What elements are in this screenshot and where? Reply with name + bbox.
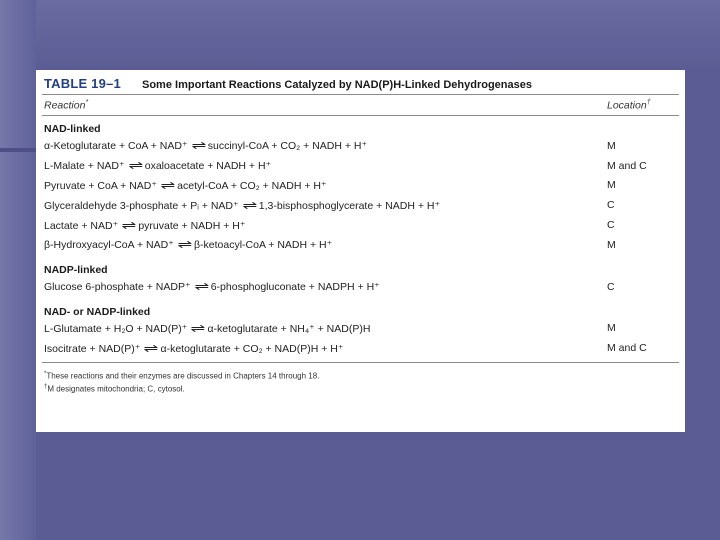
location-cell: M [607,238,616,251]
reaction-cell [44,219,245,232]
products: oxaloacetate + NADH + H⁺ [144,160,272,173]
reactants: Isocitrate + NAD(P)⁺ [44,342,141,355]
reaction-cell [44,322,370,335]
products: 6-phosphogluconate + NADPH + H⁺ [210,281,380,294]
group-heading: NADP-linked [44,263,108,276]
reactants: Lactate + NAD⁺ [44,219,119,232]
table-row [42,195,679,215]
reaction-cell [44,139,367,152]
equilibrium-arrow-icon: ⇌ [121,219,135,232]
equilibrium-arrow-icon: ⇌ [143,342,157,355]
equilibrium-arrow-icon: ⇌ [128,160,142,173]
equilibrium-arrow-icon: ⇌ [177,239,191,252]
footnote-1: *These reactions and their enzymes are discussed in Chapters 14 through 18. [44,371,320,381]
location-cell: C [607,280,615,293]
products: α-ketoglutarate + NH₄⁺ + NAD(P)H [207,322,371,335]
table-body [42,119,679,358]
location-cell: M [607,139,616,152]
reaction-cell [44,238,332,251]
footnotes [42,363,679,394]
column-header-reaction: Reaction* [44,98,89,112]
reaction-cell [44,280,380,293]
reactants: L-Glutamate + H₂O + NAD(P)⁺ [44,322,188,335]
table-panel [36,70,685,432]
reaction-cell [44,179,327,192]
equilibrium-arrow-icon: ⇌ [190,322,204,335]
reactants: Glyceraldehyde 3-phosphate + Pᵢ + NAD⁺ [44,199,239,212]
group-heading: NAD-linked [44,123,101,135]
group-heading: NAD- or NADP-linked [44,305,151,318]
products: succinyl-CoA + CO₂ + NADH + H⁺ [207,140,368,153]
table-row [42,338,679,358]
reaction-cell [44,199,440,212]
table-heading [42,70,679,94]
table-row [42,235,679,255]
products: pyruvate + NADH + H⁺ [138,219,246,232]
location-cell: C [607,219,615,232]
location-cell: M and C [607,159,647,172]
table-row [42,215,679,235]
products: β-ketoacyl-CoA + NADH + H⁺ [193,239,333,252]
table-row [42,319,679,339]
reactants: α-Ketoglutarate + CoA + NAD⁺ [44,140,188,153]
products: acetyl-CoA + CO₂ + NADH + H⁺ [177,179,327,192]
equilibrium-arrow-icon: ⇌ [194,281,208,294]
table-number: TABLE 19–1 [44,76,121,91]
reaction-cell [44,159,271,172]
equilibrium-arrow-icon: ⇌ [242,199,256,212]
column-headers [42,95,679,115]
table-title: Some Important Reactions Catalyzed by NAD(P)H-Linked Dehydrogenases [142,79,532,91]
table-row [42,176,679,196]
background-left-gradient [0,0,36,540]
background-top-gradient [0,0,720,70]
footnote-2: †M designates mitochondria; C, cytosol. [44,383,185,394]
header-rule [42,115,679,116]
column-header-location: Location† [607,98,651,112]
products: α-ketoglutarate + CO₂ + NAD(P)H + H⁺ [160,342,344,355]
location-cell: C [607,199,615,212]
reactants: Pyruvate + CoA + NAD⁺ [44,179,157,192]
location-cell: M [607,322,616,335]
equilibrium-arrow-icon: ⇌ [191,140,205,153]
products: 1,3-bisphosphoglycerate + NADH + H⁺ [258,199,440,212]
location-cell: M and C [607,342,647,355]
reactants: Glucose 6-phosphate + NADP⁺ [44,281,191,294]
reactants: β-Hydroxyacyl-CoA + NAD⁺ [44,239,174,252]
table-row [42,156,679,176]
table-row [42,277,679,297]
reactants: L-Malate + NAD⁺ [44,160,125,173]
equilibrium-arrow-icon: ⇌ [160,179,174,192]
reaction-cell [44,342,343,355]
table-row [42,136,679,156]
location-cell: M [607,179,616,192]
